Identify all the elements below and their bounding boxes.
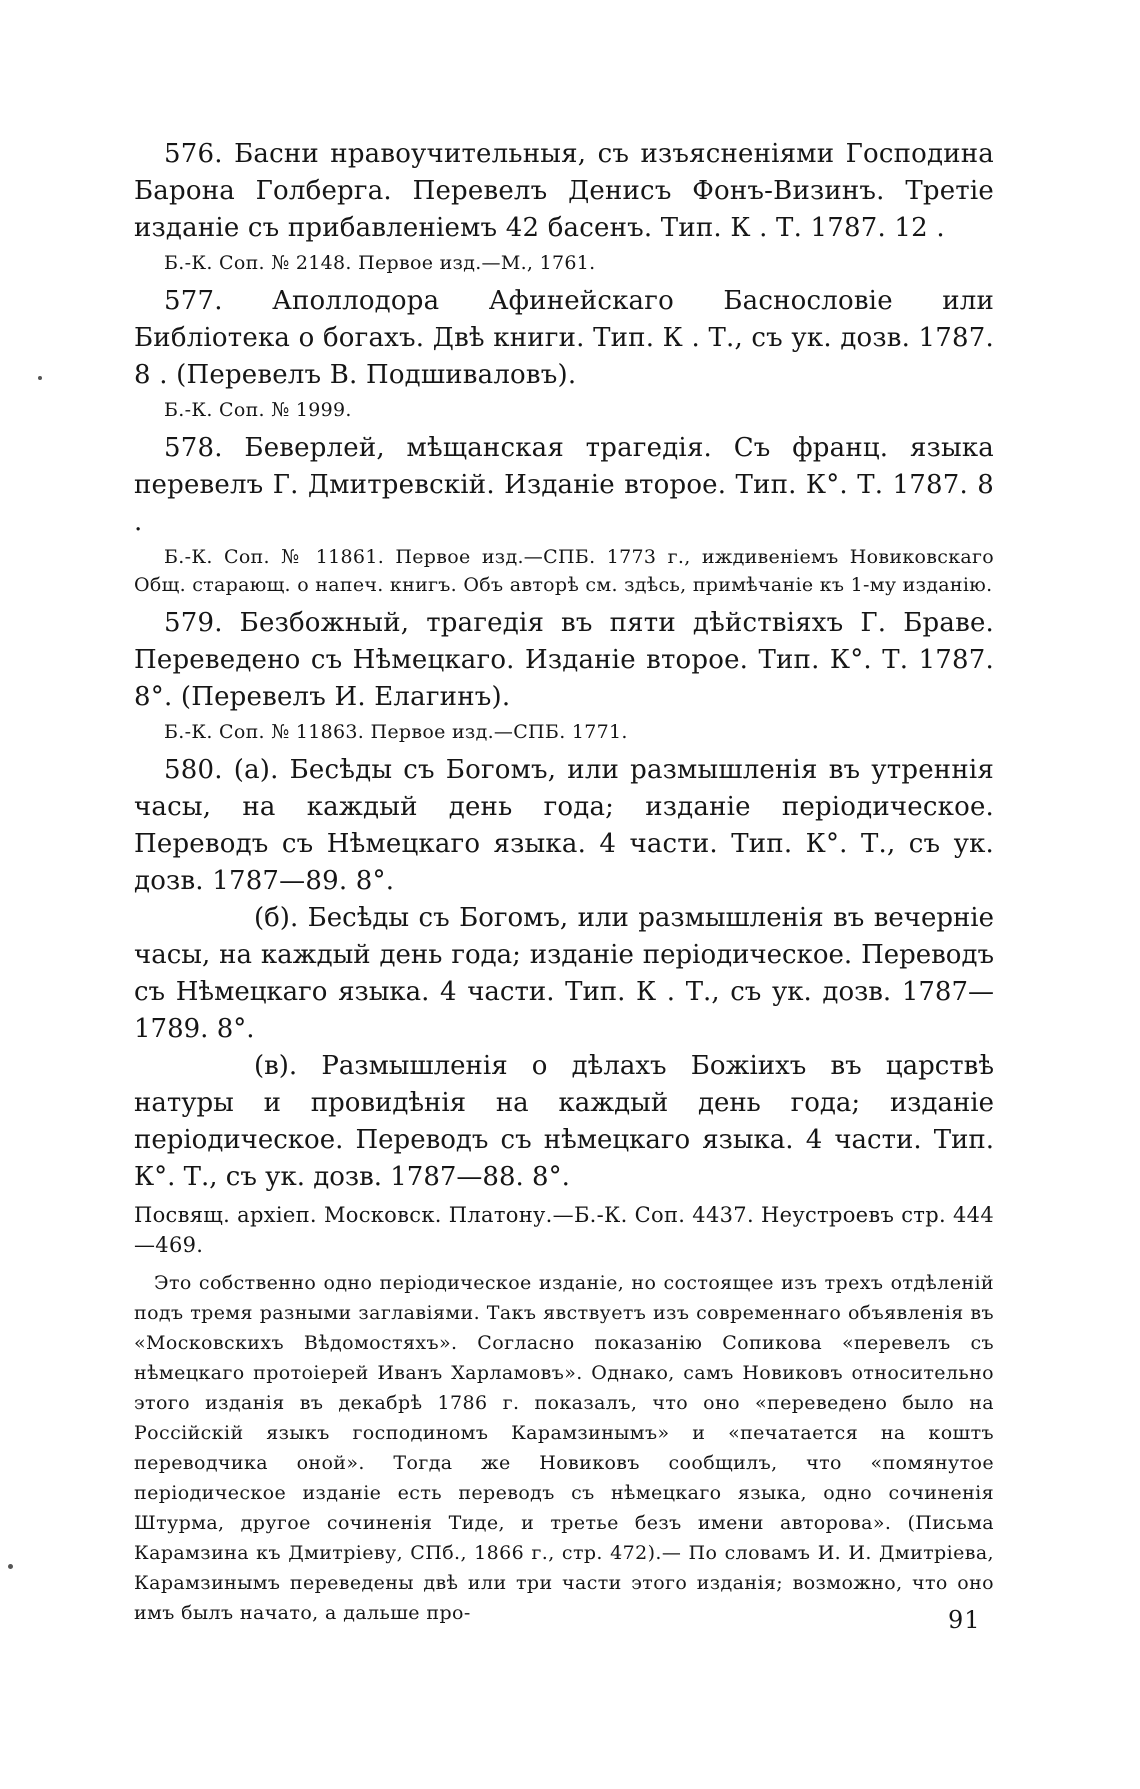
entry-576-note: Б.-К. Соп. № 2148. Первое изд.—М., 1761.: [164, 252, 596, 274]
scan-speck: [8, 1564, 13, 1569]
entry-579-note: Б.-К. Соп. № 11863. Первое изд.—СПБ. 1771.: [164, 721, 628, 743]
entry-580-c: (в). Размышленія о дѣлахъ Божіихъ въ царствѣ натуры и провидѣнія на каждый день года; изданіе періодическое. Переводъ съ нѣмецкаго языка. 4 части. Тип. К°. Т., съ ук. дозв. 1787—88. 8°.: [134, 1051, 994, 1192]
entry-577-note: Б.-К. Соп. № 1999.: [164, 399, 352, 421]
scan-speck: [38, 376, 42, 380]
entry-576: 576. Басни нравоучительныя, съ изъясненіями Господина Барона Голберга. Перевелъ Денисъ Фонъ-Визинъ. Третіе изданіе съ прибавленіемъ 42 басенъ. Тип. К . Т. 1787. 12 .: [134, 139, 994, 243]
entry-580-comment: Это собственно одно періодическое изданіе, но состоящее изъ трехъ отдѣленій подъ тремя разными заглавіями. Такъ явствуетъ изъ современнаго объявленія въ «Московскихъ Вѣдомостяхъ». Согласно показанію Сопикова «перевелъ съ нѣмецкаго протоіерей Иванъ Харламовъ». Однако, самъ Новиковъ относительно этого изданія въ декабрѣ 1786 г. показалъ, что оно «переведено было на Россійскій языкъ господиномъ Карамзинымъ» и «печатается на коштъ переводчика оной». Тогда же Новиковъ сообщилъ, что «помянутое періодическое изданіе есть переводъ съ нѣмецкаго языка, одно сочиненія Штурма, другое сочиненія Тиде, и третье безъ имени авторова». (Письма Карамзина къ Дмитріеву, СПб., 1866 г., стр. 472).— По словамъ И. И. Дмитріева, Карамзинымъ переведены двѣ или три части этого изданія; возможно, что оно имъ былъ начато, а дальше про-: [134, 1272, 994, 1624]
entry-580-note: Посвящ. архіеп. Московск. Платону.—Б.-К. Соп. 4437. Неустроевъ стр. 444—469.: [134, 1203, 994, 1257]
entry-579: 579. Безбожный, трагедія въ пяти дѣйствіяхъ Г. Браве. Переведено съ Нѣмецкаго. Изданіе второе. Тип. К°. Т. 1787. 8°. (Перевелъ И. Елагинъ).: [134, 608, 994, 712]
page-content: [134, 136, 994, 1628]
entry-580-a: 580. (а). Бесѣды съ Богомъ, или размышленія въ утреннія часы, на каждый день года; изданіе періодическое. Переводъ съ Нѣмецкаго языка. 4 части. Тип. К°. Т., съ ук. дозв. 1787—89. 8°.: [134, 755, 994, 896]
entry-577: 577. Аполлодора Афинейскаго Баснословіе или Библіотека о богахъ. Двѣ книги. Тип. К . Т., съ ук. дозв. 1787. 8 . (Перевелъ В. Подшиваловъ).: [134, 286, 994, 390]
entry-580-b: (б). Бесѣды съ Богомъ, или размышленія въ вечерніе часы, на каждый день года; изданіе періодическое. Переводъ съ Нѣмецкаго языка. 4 части. Тип. К . Т., съ ук. дозв. 1787—1789. 8°.: [134, 903, 994, 1044]
entry-578-note: Б.-К. Соп. № 11861. Первое изд.—СПБ. 1773 г., иждивеніемъ Новиковскаго Общ. старающ. о напеч. книгъ. Объ авторѣ см. здѣсь, примѣчаніе къ 1-му изданію.: [134, 546, 994, 596]
entry-578: 578. Беверлей, мѣщанская трагедія. Съ франц. языка перевелъ Г. Дмитревскій. Изданіе второе. Тип. К°. Т. 1787. 8 .: [134, 433, 994, 537]
page-number: 91: [948, 1606, 981, 1634]
